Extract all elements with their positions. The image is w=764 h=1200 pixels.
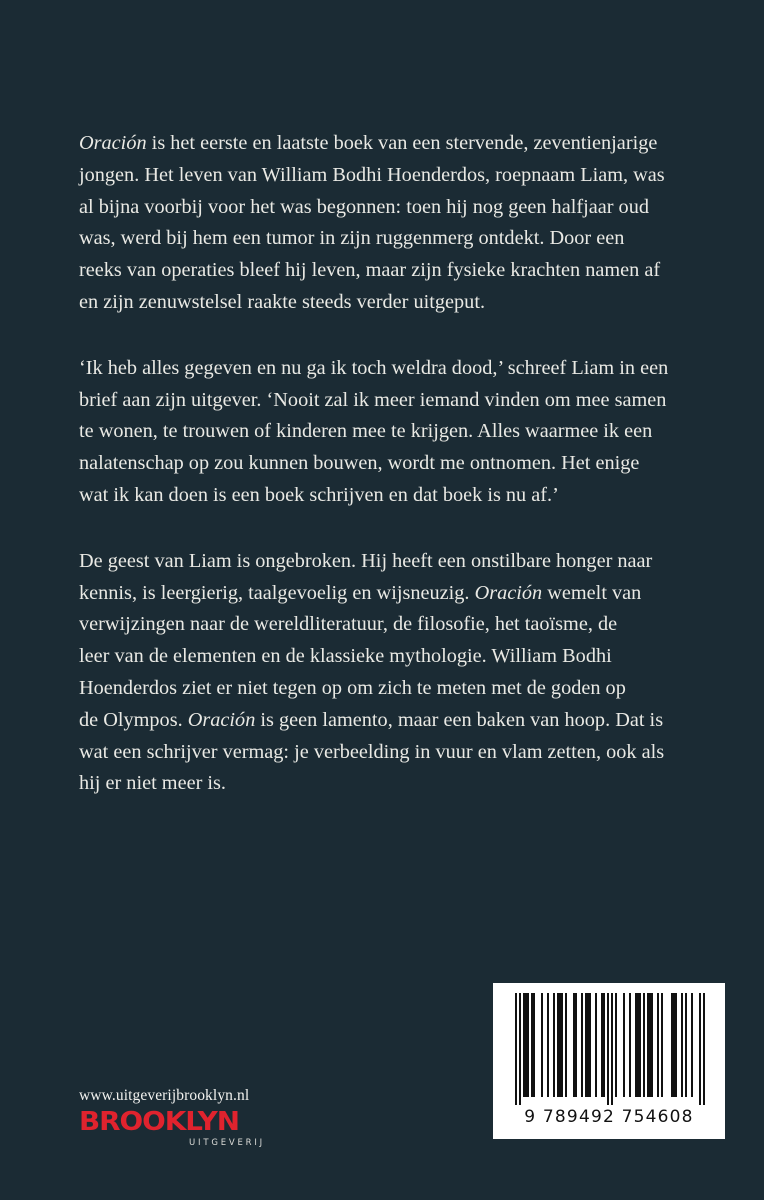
blurb-line: leer van de elementen en de klassieke mythologie. William Bodhi [79, 645, 612, 668]
publisher-url[interactable]: www.uitgeverijbrooklyn.nl [79, 1087, 250, 1104]
barcode-bar [649, 993, 651, 1097]
book-title-italic: Oración [187, 708, 256, 731]
blurb-line: hij er niet meer is. [79, 772, 226, 795]
barcode-bar [637, 993, 639, 1097]
barcode-bar [703, 993, 705, 1105]
blurb-line: De geest van Liam is ongebroken. Hij heeft een onstilbare honger naar [79, 549, 653, 572]
blurb-line: jongen. Het leven van William Bodhi Hoenderdos, roepnaam Liam, was [79, 163, 665, 186]
publisher-logo: BROOKLYN [79, 1107, 240, 1137]
barcode-bar [523, 993, 525, 1097]
barcode-bar [559, 993, 561, 1097]
blurb-line: nalatenschap op zou kunnen bouwen, wordt me ontnomen. Het enige [79, 452, 640, 475]
blurb-line: kennis, is leergierig, taalgevoelig en wijsneuzig. Oración wemelt van [79, 581, 642, 604]
blurb-paragraph-3 [79, 546, 719, 800]
barcode-bar [589, 993, 591, 1097]
back-cover-blurb [79, 128, 719, 834]
blurb-line: verwijzingen naar de wereldliteratuur, de filosofie, het taoïsme, de [79, 613, 618, 636]
barcode-bar [575, 993, 577, 1097]
blurb-line: en zijn zenuwstelsel raakte steeds verder uitgeput. [79, 290, 486, 313]
book-title-italic: Oración [79, 132, 147, 154]
barcode-bar [561, 993, 563, 1097]
blurb-line: wat ik kan doen is een boek schrijven en dat boek is nu af.’ [79, 483, 559, 506]
barcode-bar [671, 993, 673, 1097]
barcode-bar [533, 993, 535, 1097]
blurb-paragraph-2 [79, 353, 719, 512]
barcode-bar [639, 993, 641, 1097]
blurb-line: reeks van operaties bleef hij leven, maar zijn fysieke krachten namen af [79, 259, 661, 282]
barcode-bar [595, 993, 597, 1097]
barcode-bar [587, 993, 589, 1097]
publisher-block [79, 1087, 265, 1148]
barcode-bar [681, 993, 683, 1097]
barcode-bar [623, 993, 625, 1097]
barcode-bar [601, 993, 603, 1097]
blurb-line: al bijna voorbij voor het was begonnen: toen hij nog geen halfjaar oud [79, 195, 649, 218]
book-title-italic: Oración [474, 581, 543, 604]
isbn-barcode [493, 983, 725, 1139]
barcode-bar [565, 993, 567, 1097]
barcode-bar [525, 993, 527, 1097]
barcode-bar [531, 993, 533, 1097]
barcode-bar [581, 993, 583, 1097]
barcode-bar [573, 993, 575, 1097]
blurb-line: brief aan zijn uitgever. ‘Nooit zal ik meer iemand vinden om mee samen [79, 388, 667, 411]
barcode-bar [557, 993, 559, 1097]
barcode-bar [553, 993, 555, 1097]
barcode-bars [503, 993, 715, 1105]
publisher-logo-subtitle: UITGEVERIJ [189, 1138, 265, 1148]
blurb-line: Oración is het eerste en laatste boek van een stervende, zeventienjarige [79, 132, 658, 154]
barcode-bar [657, 993, 659, 1097]
barcode-bar [691, 993, 693, 1097]
blurb-paragraph-1 [79, 128, 719, 319]
blurb-line: wat een schrijver vermag: je verbeelding in vuur en vlam zetten, ook als [79, 740, 665, 763]
barcode-bar [607, 993, 609, 1105]
barcode-bar [675, 993, 677, 1097]
blurb-line: te wonen, te trouwen of kinderen mee te krijgen. Alles waarmee ik een [79, 420, 653, 443]
barcode-bar [585, 993, 587, 1097]
barcode-bar [527, 993, 529, 1097]
barcode-bar [685, 993, 687, 1097]
barcode-bar [615, 993, 617, 1097]
barcode-bar [635, 993, 637, 1097]
barcode-bar [643, 993, 645, 1097]
barcode-bar [651, 993, 653, 1097]
barcode-bar [629, 993, 631, 1097]
blurb-line: Hoenderdos ziet er niet tegen op om zich te meten met de goden op [79, 676, 626, 699]
isbn-number: 9 789492 754608 [524, 1107, 694, 1127]
barcode-bar [603, 993, 605, 1097]
barcode-bar [611, 993, 613, 1105]
barcode-bar [541, 993, 543, 1097]
blurb-line: de Olympos. Oración is geen lamento, maar een baken van hoop. Dat is [79, 708, 664, 731]
barcode-bar [515, 993, 517, 1105]
barcode-bar [673, 993, 675, 1097]
barcode-bar [699, 993, 701, 1105]
barcode-bar [661, 993, 663, 1097]
blurb-line: was, werd bij hem een tumor in zijn ruggenmerg ontdekt. Door een [79, 227, 625, 250]
barcode-bar [547, 993, 549, 1097]
barcode-bar [519, 993, 521, 1105]
barcode-bar [647, 993, 649, 1097]
blurb-line: ‘Ik heb alles gegeven en nu ga ik toch weldra dood,’ schreef Liam in een [79, 356, 669, 379]
